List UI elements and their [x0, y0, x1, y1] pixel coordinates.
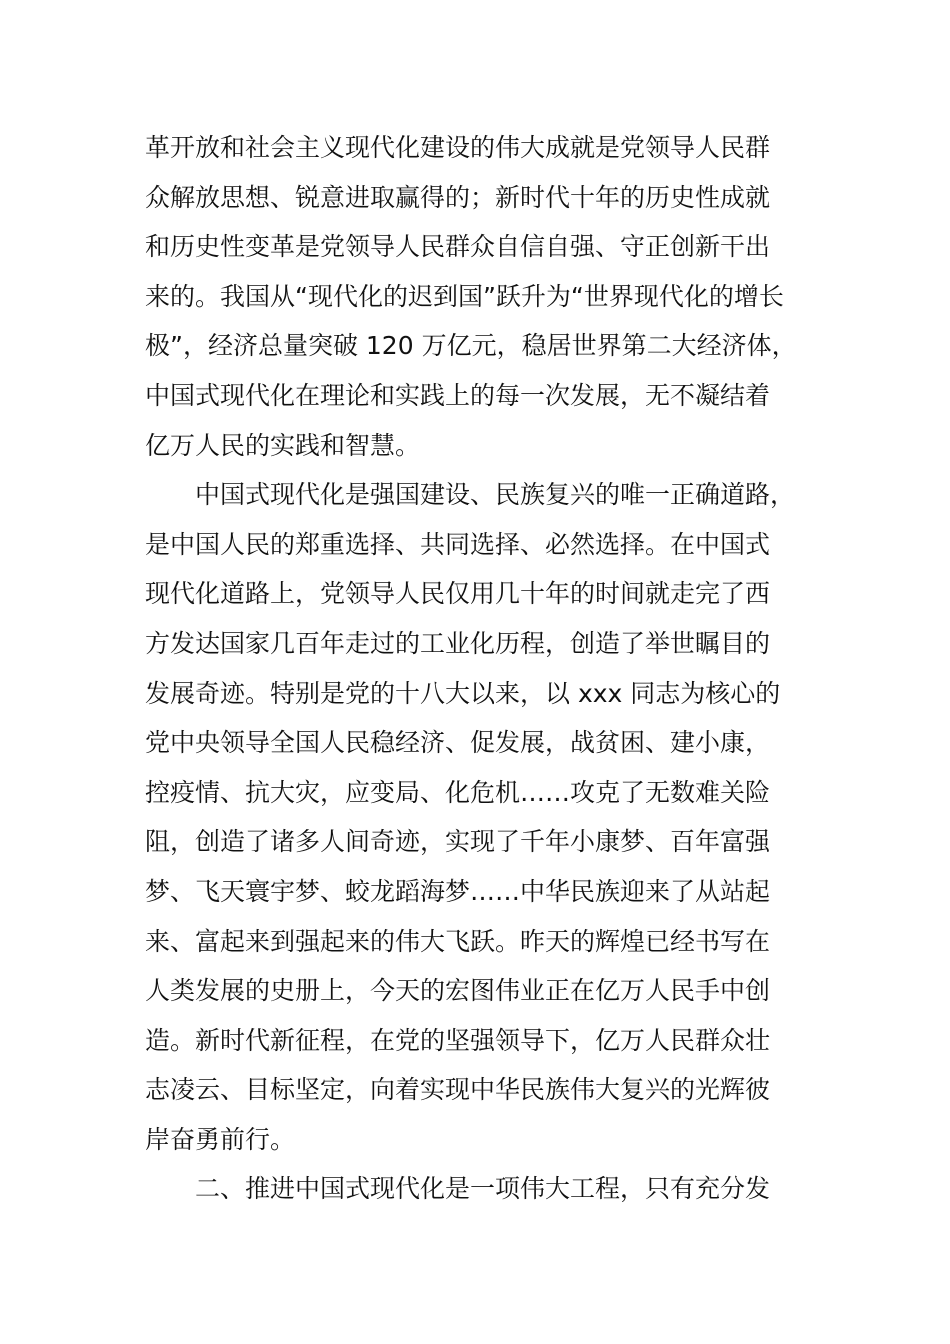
text-line: 众解放思想、锐意进取赢得的；新时代十年的历史性成就	[145, 182, 771, 212]
text-line: 党中央领导全国人民稳经济、促发展，战贫困、建小康，	[145, 728, 771, 758]
text-line: 中国式现代化在理论和实践上的每一次发展，无不凝结着	[145, 380, 771, 410]
paragraph-2	[145, 470, 815, 1164]
section-heading-line: 二、推进中国式现代化是一项伟大工程，只有充分发	[195, 1174, 771, 1204]
text-line: 和历史性变革是党领导人民群众自信自强、守正创新干出	[145, 232, 771, 262]
text-line: 人类发展的史册上，今天的宏图伟业正在亿万人民手中创	[145, 976, 771, 1006]
text-line: 极”，经济总量突破 120 万亿元，稳居世界第二大经济体，	[145, 331, 797, 361]
text-line: 中国式现代化是强国建设、民族复兴的唯一正确道路，	[195, 480, 796, 510]
text-line: 志凌云、目标坚定，向着实现中华民族伟大复兴的光辉彼	[145, 1075, 771, 1105]
text-line: 现代化道路上，党领导人民仅用几十年的时间就走完了西	[145, 579, 771, 609]
text-line: 来、富起来到强起来的伟大飞跃。昨天的辉煌已经书写在	[145, 926, 771, 956]
text-line: 发展奇迹。特别是党的十八大以来，以 xxx 同志为核心的	[145, 678, 781, 708]
text-line: 革开放和社会主义现代化建设的伟大成就是党领导人民群	[145, 133, 771, 162]
text-line: 亿万人民的实践和智慧。	[145, 430, 421, 460]
paragraph-1	[145, 123, 815, 470]
text-line: 造。新时代新征程，在党的坚强领导下，亿万人民群众壮	[145, 1025, 771, 1055]
text-line: 方发达国家几百年走过的工业化历程，创造了举世瞩目的	[145, 628, 771, 658]
text-line: 阻，创造了诸多人间奇迹，实现了千年小康梦、百年富强	[145, 827, 771, 857]
text-line: 控疫情、抗大灾，应变局、化危机……攻克了无数难关险	[145, 777, 771, 807]
body-text	[145, 123, 815, 1214]
text-line: 来的。我国从“现代化的迟到国”跃升为“世界现代化的增长	[145, 281, 784, 311]
text-line: 岸奋勇前行。	[145, 1124, 296, 1154]
text-line: 梦、飞天寰宇梦、蛟龙蹈海梦……中华民族迎来了从站起	[145, 876, 771, 906]
text-line: 是中国人民的郑重选择、共同选择、必然选择。在中国式	[145, 529, 771, 559]
paragraph-3	[145, 1164, 815, 1214]
